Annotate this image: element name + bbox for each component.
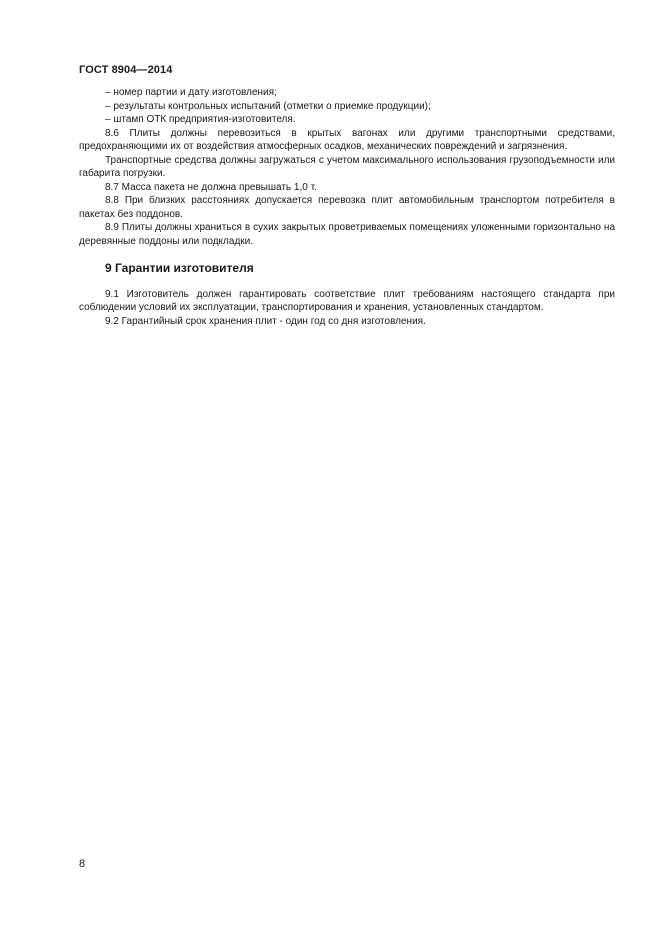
paragraph: 8.9 Плиты должны храниться в сухих закрытых проветриваемых помещениях уложенными горизонтально на деревянные поддоны или подкладки. (79, 222, 615, 247)
document-code: ГОСТ 8904—2014 (79, 64, 173, 76)
paragraph: 8.8 При близких расстояниях допускается перевозка плит автомобильным транспортом потребителя в пакетах без поддонов. (79, 195, 615, 220)
paragraph: 8.6 Плиты должны перевозиться в крытых вагонах или другими транспортными средствами, предохраняющими их от воздействия атмосферных осадков, механических повреждений и загрязнения. (79, 127, 615, 152)
paragraph: 9.2 Гарантийный срок хранения плит - один год со дня изготовления. (105, 315, 426, 327)
document-body (79, 86, 615, 328)
paragraph: – результаты контрольных испытаний (отметки о приемке продукции); (105, 100, 431, 112)
paragraph: – номер партии и дату изготовления; (105, 87, 277, 98)
page-number: 8 (79, 858, 86, 870)
section-heading: 9 Гарантии изготовителя (105, 261, 254, 275)
paragraph: Транспортные средства должны загружаться с учетом максимального использования грузоподъемности или габарита погрузки. (79, 154, 615, 179)
paragraph: 8.7 Масса пакета не должна превышать 1,0 т. (105, 181, 317, 193)
paragraph: 9.1 Изготовитель должен гарантировать соответствие плит требованиям настоящего стандарта при соблюдении условий их эксплуатации, транспортирования и хранения, установленных стандартом. (79, 288, 615, 313)
paragraph: – штамп ОТК предприятия-изготовителя. (105, 114, 296, 125)
